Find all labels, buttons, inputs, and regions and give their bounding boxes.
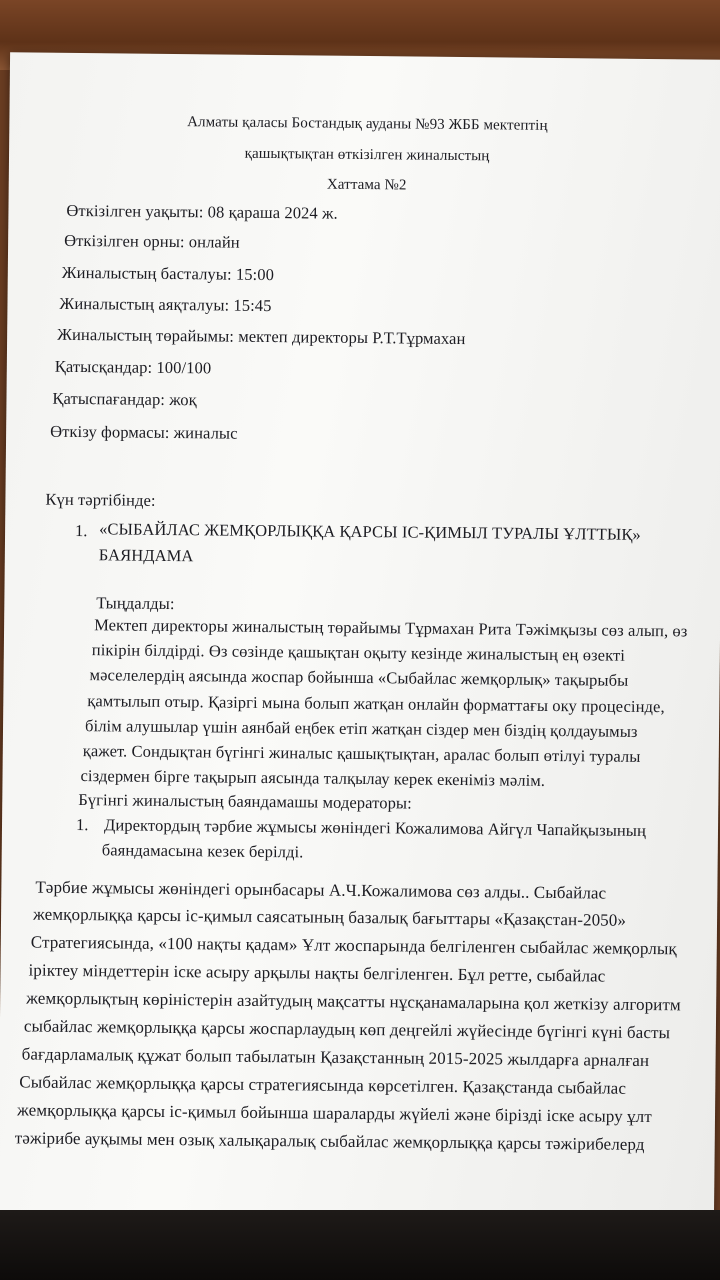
sub-item-text-cont: баяндамасына кезек берілді. (101, 840, 304, 862)
header-meeting-line: қашықтықтан өткізілген жиналыстың (244, 145, 490, 165)
agenda-heading: Күн тәртібінде: (45, 489, 156, 510)
protocol-title: Хаттама №2 (326, 176, 407, 194)
header-school-line: Алматы қаласы Бостандық ауданы №93 ЖББ мектептің (187, 114, 548, 134)
body-paragraph-line: жемқорлыққа қарсы іс-қимыл саясатының базалық бағыттары «Қазақстан-2050» (32, 904, 627, 930)
body-paragraph-line: жемқорлықтың көріністерін азайтудың мақсатты нұсқанамаларына қол жеткізу алгоритм (26, 988, 681, 1015)
info-attendees: Қатысқандар: 100/100 (54, 356, 212, 378)
body-paragraph-line: сыбайлас жемқорлыққа қарсы жоспарлаудың көп деңгейлі жүйесінде бүгінгі күні басты (23, 1016, 671, 1043)
body-paragraph-line: тәжірибе ауқымы мен озық халықаралық сыбайлас жемқорлыққа қарсы тәжірибелерд (14, 1128, 645, 1154)
moderators-heading: Бүгінгі жиналыстың баяндамашы модераторы: (78, 790, 412, 813)
heard-label: Тыңдалды: (96, 593, 175, 614)
body-paragraph-line: жемқорлыққа қарсы іс-қимыл бойынша шараларды жүйелі және бірізді іске асыру ұлт (16, 1100, 652, 1127)
info-place: Өткізілген орны: онлайн (64, 230, 240, 252)
sub-item-number: 1. (75, 815, 89, 835)
body-paragraph-line: бағдарламалық құжат болып табылатын Қазақстанның 2015-2025 жылдарға арналған (21, 1044, 650, 1071)
agenda-item-title-cont: БАЯНДАМА (98, 545, 194, 566)
body-paragraph-line: Сыбайлас жемқорлыққа қарсы стратегиясында көрсетілген. Қазақстанда сыбайлас (19, 1072, 627, 1098)
body-paragraph-line: іріктеу міндеттерін іске асыру арқылы нақты белгіленген. Бұл ретте, сыбайлас (28, 960, 606, 986)
heard-text-line: сіздермен бірге тақырып аясында талқылау керек екеніміз мәлім. (80, 766, 546, 790)
agenda-item-number: 1. (75, 520, 88, 541)
body-paragraph-line: Стратегиясында, «100 нақты қадам» Ұлт жоспарында белгіленген сыбайлас жемқорлық (30, 932, 677, 959)
heard-text-line: қажет. Сондықтан бүгінгі жиналыс қашықтықтан, аралас болып өтілуі туралы (82, 741, 641, 766)
heard-text-line: қамтылып отыр. Қазіргі мына болып жатқан онлайн форматтағы оку процесінде, (87, 691, 665, 717)
info-time: Өткізілген уақыты: 08 қараша 2024 ж. (66, 200, 338, 223)
info-absent: Қатыспағандар: жоқ (52, 388, 197, 410)
heard-text-line: Мектеп директоры жиналыстың төрайымы Тұрмахан Рита Тәжімқызы сөз алып, өз (94, 615, 688, 641)
heard-text-line: пікірін білдірді. Өз сөзінде қашықтан оқыту кезінде жиналыстың ең өзекті (91, 640, 626, 665)
info-end: Жиналыстың аяқталуы: 15:45 (59, 293, 272, 316)
info-format: Өткізу формасы: жиналыс (50, 421, 238, 443)
sub-item-text: Директордың тәрбие жұмысы жөніндегі Кожалимова Айгүл Чапайқызының (103, 815, 647, 840)
desk-background-bottom (0, 1210, 720, 1280)
heard-text-line: білім алушылар үшін аянбай еңбек етіп жатқан сіздер мен біздің қолдауымыз (84, 716, 638, 741)
document-page (0, 52, 720, 1223)
agenda-item-title: «СЫБАЙЛАС ЖЕМҚОРЛЫҚҚА ҚАРСЫ ІС-ҚИМЫЛ ТУРАЛЫ ҰЛТТЫҚ» (99, 519, 641, 544)
info-chair: Жиналыстың төрайымы: мектеп директоры Р.Т.Тұрмахан (57, 324, 466, 349)
heard-text-line: мәселелердің аясында жоспар бойынша «Сыбайлас жемқорлық» тақырыбы (89, 665, 629, 690)
info-start: Жиналыстың басталуы: 15:00 (61, 262, 275, 285)
body-paragraph-line: Тәрбие жұмысы жөніндегі орынбасары А.Ч.Кожалимова сөз алды.. Сыбайлас (35, 877, 607, 903)
